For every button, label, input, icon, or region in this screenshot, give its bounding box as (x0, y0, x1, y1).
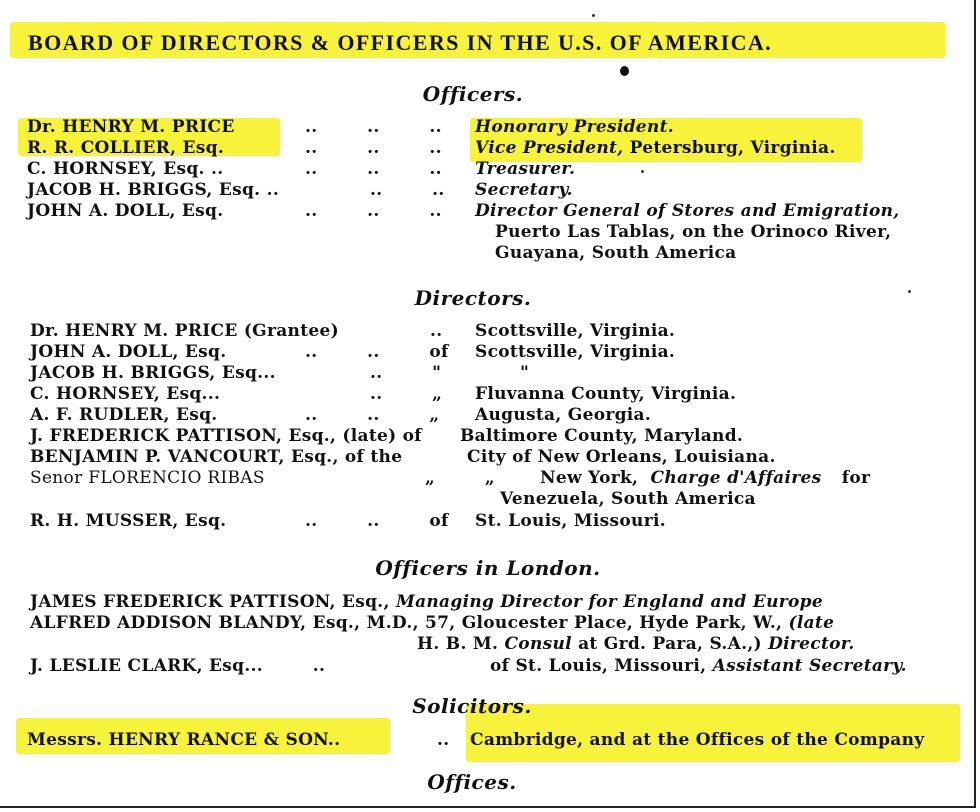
ink-speck (592, 14, 595, 17)
london-role: Managing Director for England and Europe (395, 592, 823, 612)
director-dots: „ „ (425, 468, 495, 488)
director-dots: .. .. of (305, 511, 449, 531)
officer-address: Guayana, South America (495, 243, 737, 263)
director-name: A. F. RUDLER, Esq. (30, 405, 218, 425)
director-dots: .. „ (370, 384, 443, 404)
officer-dots: .. .. .. (305, 201, 442, 221)
director-name: JACOB H. BRIGGS, Esq... (30, 363, 276, 383)
director-location: St. Louis, Missouri. (475, 511, 666, 531)
london-role: Assistant Secretary. (712, 656, 907, 676)
director-location: Venezuela, South America (500, 489, 756, 509)
officer-name: JACOB H. BRIGGS, Esq. .. (27, 180, 280, 200)
london-name: J. LESLIE CLARK, Esq... .. (30, 656, 326, 676)
officer-role: Vice President, (475, 138, 624, 158)
london-line (490, 656, 907, 676)
director-name: JOHN A. DOLL, Esq. (30, 342, 227, 362)
london-name: ALFRED ADDISON BLANDY, Esq., M.D., 57, Gloucester Place, Hyde Park, W., (30, 613, 783, 633)
director-location: Scottsville, Virginia. (475, 342, 676, 362)
section-heading-officers: Officers. (422, 82, 524, 106)
director-dots: .. .. of (305, 342, 449, 362)
officer-dots: .. .. .. (305, 159, 442, 179)
ink-blot (620, 66, 629, 76)
officer-role: Secretary. (475, 180, 573, 200)
director-location: Augusta, Georgia. (475, 405, 652, 425)
director-name: Dr. HENRY M. PRICE (Grantee) (30, 321, 339, 341)
london-text: at Grd. Para, S.A.,) (578, 634, 762, 654)
director-ditto: " (520, 363, 530, 383)
officer-dots: .. .. (370, 180, 445, 200)
officer-dots: .. .. .. (305, 138, 442, 158)
director-location: New York, (540, 468, 639, 488)
london-text: H. B. M. (417, 634, 499, 654)
london-role: Director. (768, 634, 855, 654)
london-line (417, 634, 855, 654)
officer-name: C. HORNSEY, Esq. .. (27, 159, 224, 179)
director-dots: .. " (370, 363, 442, 383)
solicitor-place: Cambridge, and at the Offices of the Company (470, 730, 925, 750)
ink-speck (908, 290, 911, 293)
london-note: (late (788, 613, 835, 633)
director-location-line (540, 468, 870, 488)
section-heading-directors: Directors. (414, 286, 532, 310)
ink-speck (641, 170, 644, 173)
director-for: for (841, 468, 871, 488)
director-dots: .. (430, 321, 443, 341)
london-line (30, 592, 823, 612)
officer-role: Director General of Stores and Emigration, (475, 201, 900, 221)
officer-name: R. R. COLLIER, Esq. (27, 138, 225, 158)
officer-role: Treasurer. (475, 159, 576, 179)
director-dots: .. .. „ (305, 405, 440, 425)
section-heading-solicitors: Solicitors. (412, 694, 532, 718)
section-heading-london: Officers in London. (375, 556, 601, 580)
london-text: Consul (504, 634, 572, 654)
director-name: J. FREDERICK PATTISON, Esq., (late) of (30, 426, 422, 446)
director-location: Scottsville, Virginia. (475, 321, 676, 341)
officer-dots: .. .. .. (305, 117, 442, 137)
solicitor-name: Messrs. HENRY RANCE & SON.. (27, 730, 341, 750)
london-line (30, 613, 834, 633)
london-name: JAMES FREDERICK PATTISON, Esq., (30, 592, 390, 612)
director-location: City of New Orleans, Louisiana. (467, 447, 776, 467)
london-location: of St. Louis, Missouri, (490, 656, 707, 676)
officer-role-line (475, 138, 836, 158)
director-name: C. HORNSEY, Esq... (30, 384, 221, 404)
solicitor-dots: .. (437, 730, 450, 750)
page-title: BOARD OF DIRECTORS & OFFICERS IN THE U.S. OF AMERICA. (28, 30, 773, 55)
director-location: Fluvanna County, Virginia. (475, 384, 737, 404)
officer-name: JOHN A. DOLL, Esq. (27, 201, 224, 221)
officer-name: Dr. HENRY M. PRICE (27, 117, 235, 137)
director-name: Senor FLORENCIO RIBAS (30, 468, 265, 488)
section-heading-offices: Offices. (427, 770, 517, 794)
officer-address: Puerto Las Tablas, on the Orinoco River, (495, 222, 892, 242)
director-name: BENJAMIN P. VANCOURT, Esq., of the (30, 447, 403, 467)
officer-role: Honorary President. (475, 117, 674, 137)
director-title: Charge d'Affaires (650, 468, 822, 488)
director-name: R. H. MUSSER, Esq. (30, 511, 227, 531)
director-location: Baltimore County, Maryland. (460, 426, 744, 446)
officer-location: Petersburg, Virginia. (623, 138, 836, 158)
